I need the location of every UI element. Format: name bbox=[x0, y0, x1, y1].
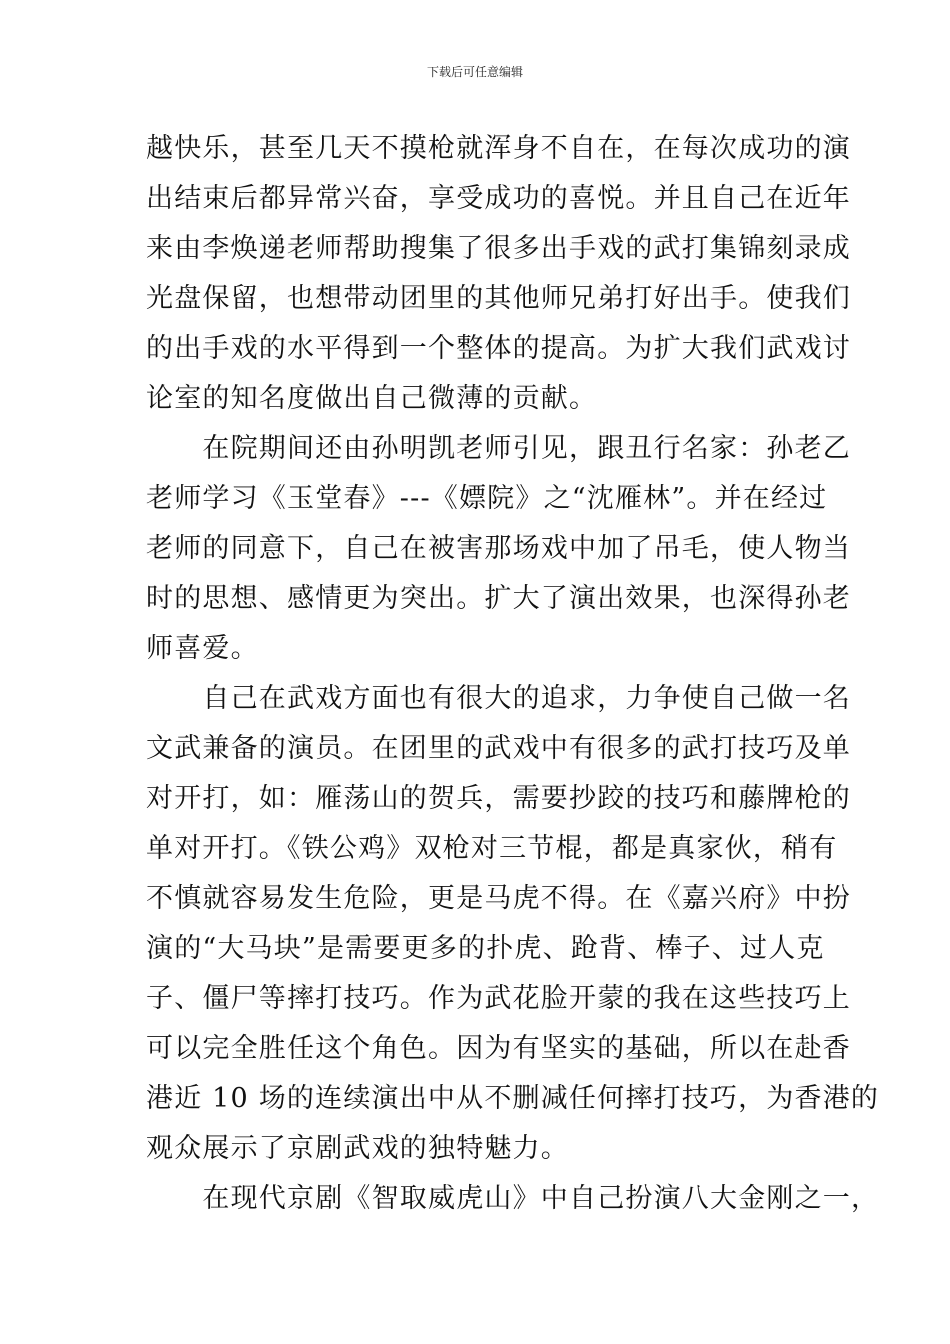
text-line: 可以完全胜任这个角色。因为有坚实的基础，所以在赴香 bbox=[146, 1033, 851, 1064]
text-line: 不慎就容易发生危险，更是马虎不得。在《嘉兴府》中扮 bbox=[146, 883, 851, 914]
text-line: 在现代京剧《智取威虎山》中自己扮演八大金刚之一， bbox=[146, 1183, 880, 1214]
text-line: 光盘保留，也想带动团里的其他师兄弟打好出手。使我们 bbox=[146, 283, 851, 314]
text-line: 论室的知名度做出自己微薄的贡献。 bbox=[146, 383, 598, 414]
text-line: 观众展示了京剧武戏的独特魅力。 bbox=[146, 1133, 569, 1164]
text-line: 文武兼备的演员。在团里的武戏中有很多的武打技巧及单 bbox=[146, 733, 851, 764]
text-line: 时的思想、感情更为突出。扩大了演出效果，也深得孙老 bbox=[146, 583, 851, 614]
text-line: 越快乐，甚至几天不摸枪就浑身不自在，在每次成功的演 bbox=[146, 133, 851, 164]
text-line: 自己在武戏方面也有很大的追求，力争使自己做一名 bbox=[146, 683, 851, 714]
text-line: 单对开打。《铁公鸡》双枪对三节棍，都是真家伙，稍有 bbox=[146, 833, 838, 864]
text-line: 老师学习《玉堂春》---《嫖院》之“沈雁林”。并在经过 bbox=[146, 483, 828, 514]
text-line: 老师的同意下，自己在被害那场戏中加了吊毛，使人物当 bbox=[146, 533, 851, 564]
text-line: 子、僵尸等摔打技巧。作为武花脸开蒙的我在这些技巧上 bbox=[146, 983, 851, 1014]
text-line: 来由李焕递老师帮助搜集了很多出手戏的武打集锦刻录成 bbox=[146, 233, 851, 264]
page-header: 下载后可任意编辑 bbox=[426, 65, 523, 79]
text-line: 师喜爱。 bbox=[146, 633, 259, 664]
text-line: 在院期间还由孙明凯老师引见，跟丑行名家：孙老乙 bbox=[146, 433, 851, 464]
text-line: 对开打，如：雁荡山的贺兵，需要抄跤的技巧和藤牌枪的 bbox=[146, 783, 851, 814]
text-line: 出结束后都异常兴奋，享受成功的喜悦。并且自己在近年 bbox=[146, 183, 851, 214]
text-line: 的出手戏的水平得到一个整体的提高。为扩大我们武戏讨 bbox=[146, 333, 851, 364]
text-line: 港近 10 场的连续演出中从不删减任何摔打技巧，为香港的 bbox=[146, 1083, 880, 1114]
text-line: 演的“大马块”是需要更多的扑虎、跄背、棒子、过人克 bbox=[146, 933, 825, 964]
